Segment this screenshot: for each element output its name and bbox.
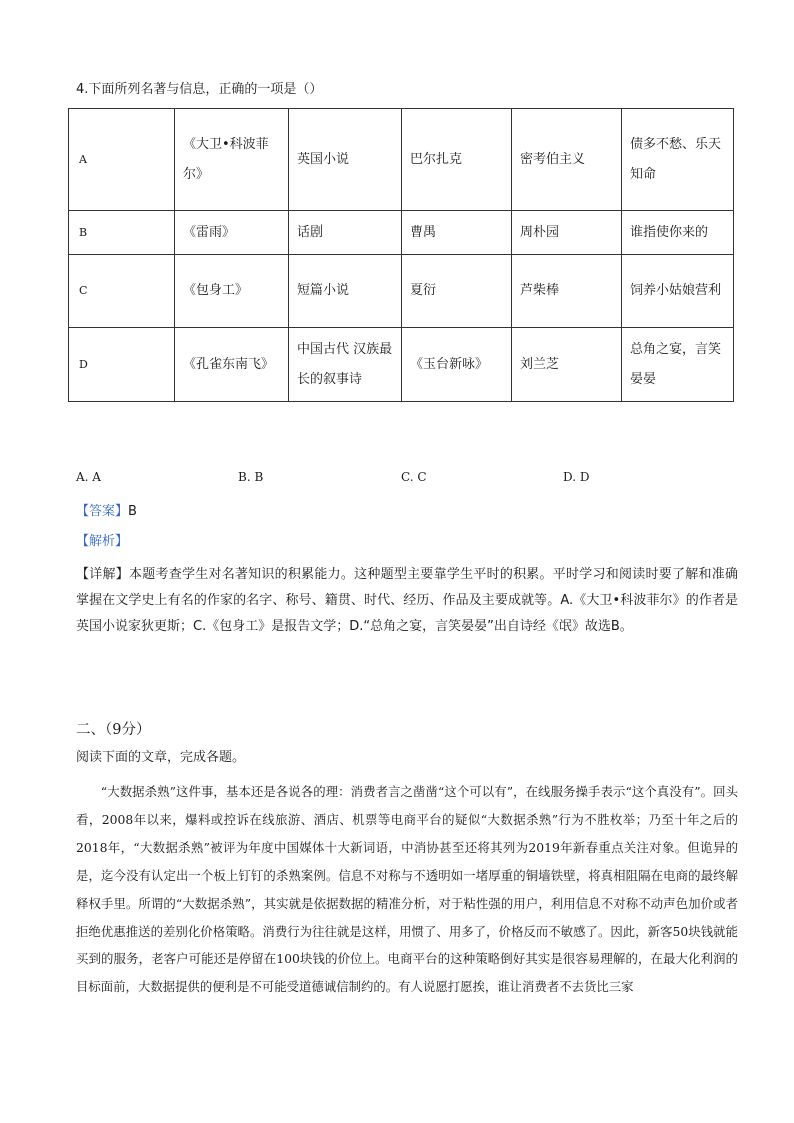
detail-text: 本题考查学生对名著知识的积累能力。这种题型主要靠学生平时的积累。平时学习和阅读时要了解和准确掌握在文学史上有名的作家的名字、称号、籍贯、时代、经历、作品及主要成就等。A.《大卫•科波菲尔》的作者是英国小说家狄更斯；C.《包身工》是报告文学；D.“总角之宴，言笑晏晏”出自诗经《氓》故选B。 xyxy=(76,567,738,634)
analysis-line xyxy=(76,532,128,552)
table-cell: A xyxy=(69,109,175,211)
table-cell: B xyxy=(69,211,175,255)
table-row xyxy=(69,211,734,255)
table-cell: 《玉台新咏》 xyxy=(402,328,512,402)
table-cell: 《雷雨》 xyxy=(175,211,289,255)
answer-line xyxy=(76,502,137,522)
analysis-label: 【解析】 xyxy=(76,534,129,549)
article-paragraph: “大数据杀熟”这件事，基本还是各说各的理：消费者言之凿凿“这个可以有”，在线服务操手表示“这个真没有”。回头看，2008年以来，爆料或控诉在线旅游、酒店、机票等电商平台的疑似“大数据杀熟”行为不胜枚举；乃至十年之后的2018年，“大数据杀熟”被评为年度中国媒体十大新词语，中消协甚至还将其列为2019年新春重点关注对象。但诡异的是，迄今没有认定出一个板上钉钉的杀熟案例。信息不对称与不透明如一堵厚重的铜墙铁壁，将真相阻隔在电商的最终解释权手里。所谓的“大数据杀熟”，其实就是依据数据的精准分析，对于粘性强的用户，利用信息不对称不动声色加价或者拒绝优惠推送的差别化价格策略。消费行为往往就是这样，用惯了、用多了，价格反而不敏感了。因此，新客50块钱就能买到的服务，老客户可能还是停留在100块钱的价位上。电商平台的这种策略倒好其实是很容易理解的，在最大化利润的目标面前，大数据提供的便利是不可能受道德诚信制约的。有人说愿打愿挨，谁让消费者不去货比三家 xyxy=(76,784,738,995)
table-cell: 话剧 xyxy=(289,211,402,255)
question-title: 4.下面所列名著与信息，正确的一项是（） xyxy=(76,82,323,97)
answer-value: B xyxy=(128,504,137,519)
section-title: 二、（9分） xyxy=(76,722,151,738)
table-row xyxy=(69,328,734,402)
table-cell: 刘兰芝 xyxy=(512,328,622,402)
table-cell: D xyxy=(69,328,175,402)
table-cell: 债多不愁、乐天知命 xyxy=(622,109,734,211)
option-c: C. C xyxy=(401,470,427,484)
option-b: B. B xyxy=(238,470,264,484)
table-cell: 巴尔扎克 xyxy=(402,109,512,211)
section-instruction: 阅读下面的文章，完成各题。 xyxy=(76,750,246,765)
table-cell: 《包身工》 xyxy=(175,255,289,328)
table-cell: 饲养小姑娘营利 xyxy=(622,255,734,328)
table-cell: 芦柴棒 xyxy=(512,255,622,328)
table-row xyxy=(69,109,734,211)
table-cell: 《孔雀东南飞》 xyxy=(175,328,289,402)
table-cell: 密考伯主义 xyxy=(512,109,622,211)
detail-paragraph xyxy=(76,562,738,640)
table-cell: 英国小说 xyxy=(289,109,402,211)
table-row xyxy=(69,255,734,328)
table-cell: C xyxy=(69,255,175,328)
table-cell: 夏衍 xyxy=(402,255,512,328)
option-d: D. D xyxy=(563,470,590,484)
table-cell: 中国古代 汉族最长的叙事诗 xyxy=(289,328,402,402)
answer-options xyxy=(0,470,794,490)
option-a: A. A xyxy=(76,470,101,484)
answer-label: 【答案】 xyxy=(76,504,129,519)
table-cell: 《大卫•科波菲尔》 xyxy=(175,109,289,211)
works-table xyxy=(68,108,734,402)
table-cell: 曹禺 xyxy=(402,211,512,255)
detail-label: 【详解】 xyxy=(76,567,129,582)
table-cell: 短篇小说 xyxy=(289,255,402,328)
table-cell: 总角之宴，言笑晏晏 xyxy=(622,328,734,402)
table-cell: 谁指使你来的 xyxy=(622,211,734,255)
table-cell: 周朴园 xyxy=(512,211,622,255)
